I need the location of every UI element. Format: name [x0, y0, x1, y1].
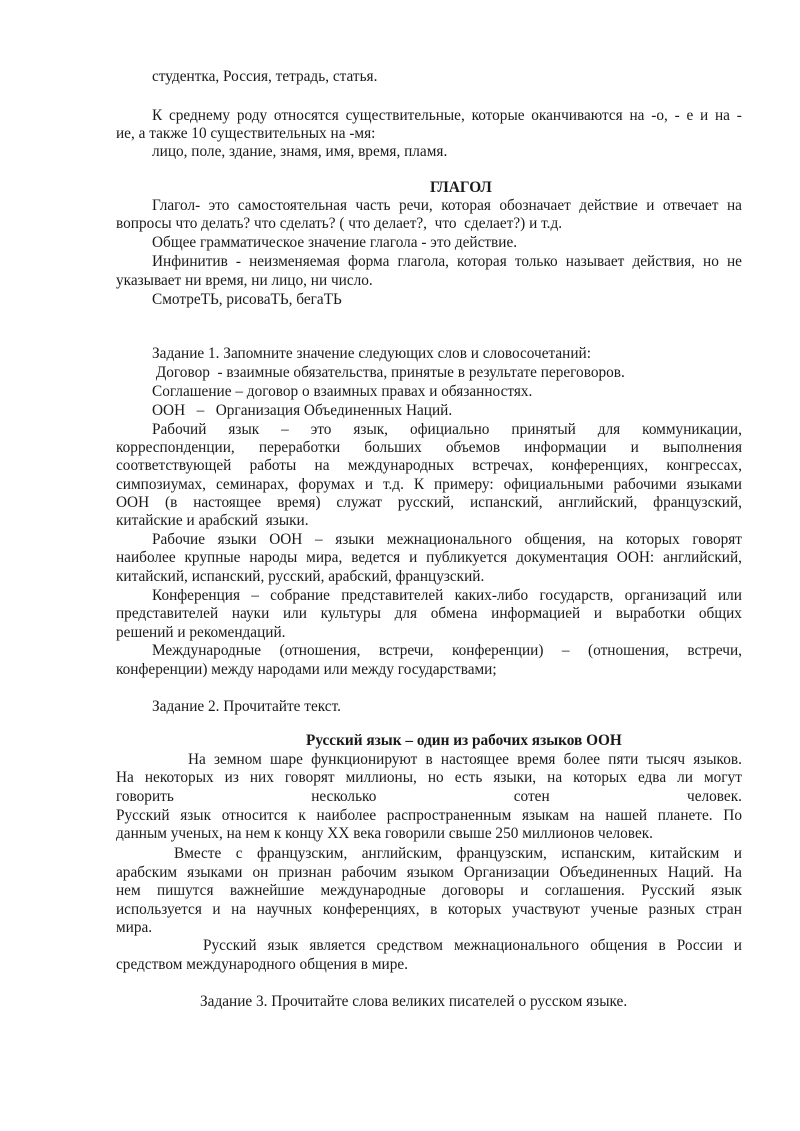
word: встречи, [378, 642, 434, 659]
word: - [674, 107, 680, 124]
word: работы [249, 457, 297, 474]
word: – [561, 642, 570, 659]
word: наиболее [116, 549, 176, 566]
word: конференциях, [551, 457, 649, 474]
word: ли [677, 769, 693, 786]
word: действие [579, 197, 638, 214]
word: обмена [430, 605, 478, 622]
text-line [116, 605, 742, 623]
word: рабочими [613, 476, 677, 493]
word: договоры [442, 882, 504, 899]
text-line [152, 107, 742, 125]
word: на [629, 107, 645, 124]
word: конференции) [451, 642, 544, 659]
word: среднему [168, 107, 231, 124]
word: соответствующей [116, 457, 232, 474]
word: распространенным [386, 807, 512, 824]
text-line [152, 587, 742, 605]
word: России [676, 937, 723, 954]
word: рабочим [341, 864, 397, 881]
word: время) [277, 494, 321, 511]
word: них [249, 769, 274, 786]
word: Рабочий [152, 421, 207, 438]
word: и [733, 845, 742, 862]
word: испанским, [561, 845, 636, 862]
word: больших [364, 439, 422, 456]
text-line: ие, а также 10 существительных на -мя: [116, 125, 376, 142]
word: речи, [398, 197, 433, 214]
word: примеру: [434, 476, 494, 493]
word: относится [221, 807, 288, 824]
word: могут [703, 769, 742, 786]
word: языки, [493, 769, 537, 786]
word: но [703, 253, 719, 270]
word: разных [648, 901, 696, 918]
word: средством [376, 937, 443, 954]
word: самостоятельная [237, 197, 348, 214]
text-line: решений и рекомендаций. [116, 624, 286, 641]
text-line: вопросы что делать? что сделать? ( что делает?, что сделает?) и т.д. [116, 215, 563, 232]
word: французским, [456, 845, 547, 862]
word: - [235, 253, 241, 270]
word: французским, [256, 845, 348, 862]
word: это [208, 197, 230, 214]
word: е [686, 107, 694, 124]
text-line: указывает ни время, ни лицо, ни число. [116, 272, 373, 289]
word: К [152, 107, 163, 124]
word: китайским [649, 845, 720, 862]
text-line: лицо, поле, здание, знамя, имя, время, пламя. [152, 143, 448, 160]
word: языком [406, 864, 454, 881]
word: служат [336, 494, 382, 511]
text-line [116, 457, 742, 475]
word: которая [457, 253, 507, 270]
word: государств, [539, 587, 614, 604]
word: Русский [203, 937, 257, 954]
text-line: мира. [116, 919, 153, 936]
text-line: Соглашение – договор о взаимных правах и обязанностях. [152, 383, 533, 400]
word: языки [335, 531, 375, 548]
word: и [409, 549, 418, 566]
word: ООН [269, 531, 303, 548]
text-line [188, 751, 742, 769]
text-line [152, 253, 742, 271]
word: (отношения, [588, 642, 669, 659]
text-line [116, 439, 742, 457]
word: английский, [663, 549, 742, 566]
word: международные [320, 882, 426, 899]
word: ООН [116, 494, 150, 511]
text-line [152, 197, 742, 215]
word: международных [347, 457, 454, 474]
word: роду [236, 107, 268, 124]
word: или [717, 587, 742, 604]
word: Инфинитив [152, 253, 228, 270]
word: которые [471, 107, 525, 124]
word: из [224, 769, 239, 786]
word: на [714, 107, 730, 124]
word: на [726, 197, 742, 214]
word: но [427, 769, 444, 786]
word: и [733, 937, 742, 954]
text-line [116, 549, 742, 567]
word: в [425, 751, 433, 768]
word: в [430, 901, 438, 918]
word: говорить [116, 788, 174, 805]
word: на [231, 901, 247, 918]
word: некоторых [144, 769, 214, 786]
word: обозначает [499, 197, 571, 214]
word: Глагол- [152, 197, 201, 214]
word: выполнения [662, 439, 742, 456]
word: несколько [311, 788, 377, 805]
word: действия, [632, 253, 695, 270]
word: общения [590, 937, 648, 954]
word: говорят [692, 531, 742, 548]
word: научных [256, 901, 313, 918]
word: принятый [511, 421, 576, 438]
word: язык, [353, 421, 388, 438]
word: собрание [270, 587, 330, 604]
text-line: китайские и арабский языки. [116, 512, 309, 529]
word: форумах [298, 476, 355, 493]
word: называет [565, 253, 625, 270]
word: и [630, 439, 639, 456]
text-line [152, 531, 742, 549]
text-line [116, 476, 742, 494]
word: корреспонденции, [116, 439, 235, 456]
text-line: конференции) между народами или между государствами; [116, 661, 497, 678]
word: которых [573, 769, 627, 786]
word: земном [214, 751, 262, 768]
word: ООН: [616, 549, 655, 566]
word: более [563, 751, 601, 768]
text-line [203, 937, 742, 955]
word: общения, [524, 531, 586, 548]
word: в [658, 937, 666, 954]
word: симпозиумах, [116, 476, 207, 493]
word: представителей [116, 605, 219, 622]
word: на [598, 531, 614, 548]
word: -о, [651, 107, 668, 124]
word: на [314, 457, 330, 474]
word: Рабочие [152, 531, 206, 548]
word: языкам [521, 807, 569, 824]
word: которая [441, 197, 491, 214]
text-line [116, 864, 742, 882]
word: конференциях, [322, 901, 420, 918]
text-line [116, 788, 742, 806]
word: переработки [258, 439, 341, 456]
text-line: СмотреТЬ, рисоваТЬ, бегаТЬ [152, 291, 342, 308]
word: организаций [624, 587, 707, 604]
word: только [514, 253, 558, 270]
word: ученые [590, 901, 638, 918]
word: встречах, [472, 457, 534, 474]
word: участвуют [512, 901, 581, 918]
word: - [736, 107, 742, 124]
word: неизменяемая [249, 253, 340, 270]
text-line: Задание 3. Прочитайте слова великих писателей о русском языке. [200, 993, 628, 1010]
word: сотен [513, 788, 550, 805]
word: Объединенных [559, 864, 658, 881]
text-line [152, 421, 742, 439]
word: – [251, 587, 259, 604]
word: русский, [397, 494, 455, 511]
text-line [116, 769, 742, 787]
word: Русский [641, 882, 695, 899]
word: языки [217, 531, 257, 548]
word: соглашения. [544, 882, 625, 899]
text-line: Задание 2. Прочитайте текст. [152, 698, 341, 715]
word: и [364, 476, 374, 493]
word: отвечает [662, 197, 719, 214]
word: языков. [693, 751, 742, 768]
word: используется [116, 901, 202, 918]
word: языками [187, 864, 243, 881]
word: На [116, 769, 134, 786]
text-line [116, 882, 742, 900]
word: информации [524, 439, 607, 456]
text-line [152, 642, 742, 660]
word: Наций. [667, 864, 714, 881]
word: (отношения, [279, 642, 361, 659]
word: на [547, 769, 563, 786]
word: т.д. [382, 476, 404, 493]
word: для [394, 605, 418, 622]
word: оканчиваются [531, 107, 623, 124]
word: к [298, 807, 306, 824]
word: пишутся [157, 882, 214, 899]
word: документация [516, 549, 608, 566]
word: испанский, [469, 494, 543, 511]
word: мира, [306, 549, 343, 566]
word: публикуется [426, 549, 508, 566]
word: Международные [152, 642, 262, 659]
word: и [520, 882, 529, 899]
word: языками [686, 476, 742, 493]
word: науки [231, 605, 270, 622]
word: межнационального [386, 531, 512, 548]
word: язык [711, 882, 742, 899]
word: официально [409, 421, 490, 438]
word: арабским [116, 864, 178, 881]
word: относятся [273, 107, 339, 124]
word: народы [249, 549, 298, 566]
word: К [413, 476, 425, 493]
word: миллионы, [345, 769, 417, 786]
word: тысяч [646, 751, 686, 768]
word: язык [267, 937, 299, 954]
word: – [281, 421, 289, 438]
word: и [593, 605, 603, 622]
word: существительные, [345, 107, 465, 124]
word: крупные [184, 549, 241, 566]
text-line: средством международного общения в мире. [116, 956, 408, 973]
word: человек. [687, 788, 742, 805]
word: шаре [269, 751, 303, 768]
word: это [310, 421, 332, 438]
word: (в [165, 494, 178, 511]
text-line: Задание 1. Запомните значение следующих слов и словосочетаний: [152, 345, 591, 362]
word: язык [228, 421, 260, 438]
text-line: китайский, испанский, русский, арабский, французский. [116, 568, 485, 585]
word: французский, [653, 494, 742, 511]
word: объемов [445, 439, 501, 456]
word: и [646, 197, 655, 214]
word: не [726, 253, 742, 270]
word: и [700, 107, 709, 124]
word: ведется [351, 549, 401, 566]
text-line [116, 901, 742, 919]
word: часть [355, 197, 391, 214]
word: На [724, 864, 742, 881]
word: планете. [657, 807, 713, 824]
word: которых [447, 901, 502, 918]
word: семинарах, [215, 476, 289, 493]
word: коммуникации, [642, 421, 742, 438]
text-line: Общее грамматическое значение глагола - это действие. [152, 234, 518, 251]
word: едва [637, 769, 667, 786]
word: функционируют [311, 751, 418, 768]
word: является [309, 937, 366, 954]
word: нем [116, 882, 141, 899]
word: наиболее [316, 807, 377, 824]
word: говорят [284, 769, 335, 786]
text-line [116, 807, 742, 825]
word: – [314, 531, 323, 548]
word: информацией [491, 605, 581, 622]
word: время [517, 751, 556, 768]
word: Вместе [174, 845, 222, 862]
word: он [252, 864, 269, 881]
word: важнейшие [229, 882, 305, 899]
word: настоящее [440, 751, 509, 768]
word: стран [705, 901, 742, 918]
word: форма [348, 253, 390, 270]
text-line [116, 494, 742, 512]
word: английским, [361, 845, 443, 862]
word: Русский [116, 807, 170, 824]
text-line [174, 845, 742, 863]
word: выработки [615, 605, 686, 622]
word: общих [698, 605, 742, 622]
word: По [723, 807, 742, 824]
word: нашей [605, 807, 648, 824]
text-line: студентка, Россия, тетрадь, статья. [152, 68, 378, 85]
word: и [212, 901, 221, 918]
word: на [579, 807, 595, 824]
word: пяти [608, 751, 639, 768]
word: межнационального [453, 937, 580, 954]
word: На [188, 751, 206, 768]
section-heading: Русский язык – один из рабочих языков ООН [306, 732, 622, 749]
word: культуры [320, 605, 381, 622]
text-line: Договор - взаимные обязательства, принятые в результате переговоров. [152, 364, 625, 381]
word: признан [278, 864, 332, 881]
word: конгрессах, [666, 457, 742, 474]
word: которых [625, 531, 680, 548]
word: Организации [463, 864, 550, 881]
word: официальными [503, 476, 604, 493]
word: Конференция [152, 587, 241, 604]
word: есть [454, 769, 483, 786]
word: каких-либо [454, 587, 529, 604]
word: английский, [558, 494, 638, 511]
section-heading: ГЛАГОЛ [430, 179, 492, 196]
word: язык [180, 807, 212, 824]
text-line: данным ученых, на нем к концу ХХ века говорили свыше 250 миллионов человек. [116, 825, 653, 842]
word: настоящее [193, 494, 262, 511]
word: представителей [341, 587, 444, 604]
word: с [235, 845, 243, 862]
text-line: ООН – Организация Объединенных Наций. [152, 402, 453, 419]
word: глагола, [397, 253, 449, 270]
word: для [597, 421, 621, 438]
word: встречи, [687, 642, 742, 659]
word: или [282, 605, 307, 622]
